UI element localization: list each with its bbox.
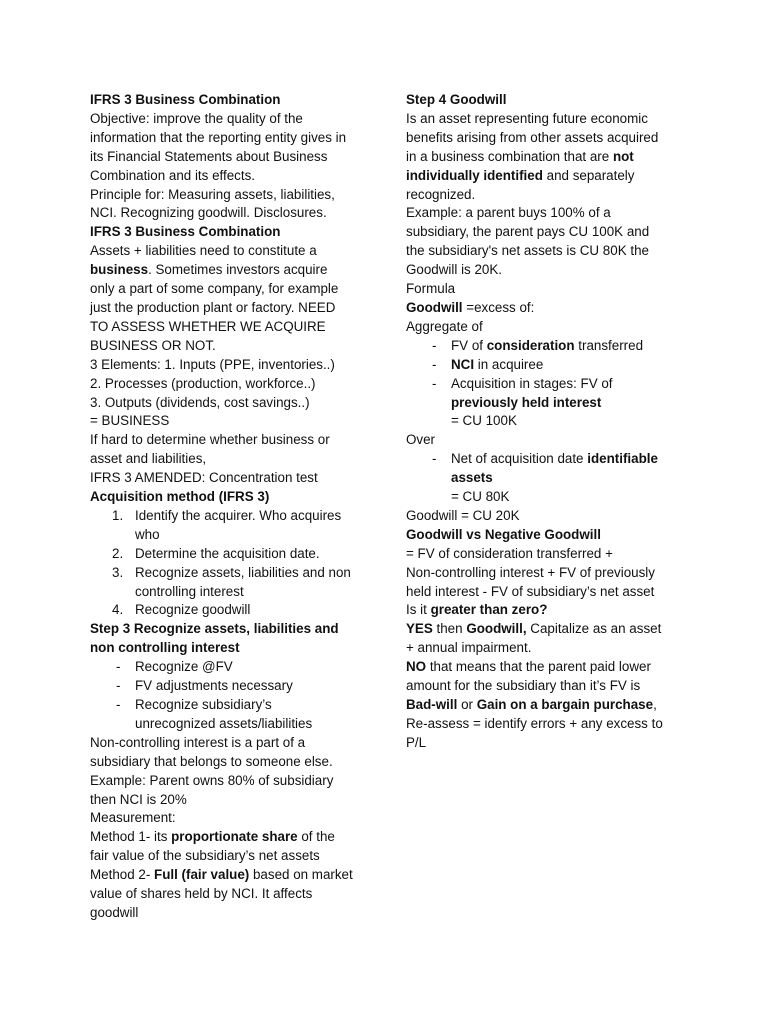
text-run: Aggregate of bbox=[406, 318, 483, 334]
text-run: unrecognized assets/liabilities bbox=[135, 715, 313, 731]
list-marker: - bbox=[432, 451, 437, 467]
list-item-continuation bbox=[90, 715, 370, 734]
list-item-continuation bbox=[406, 488, 678, 507]
text-run: Method 2- bbox=[90, 867, 155, 883]
text-line bbox=[90, 148, 370, 167]
text-line bbox=[90, 620, 370, 639]
text-run: amount for the subsidiary than it’s FV is bbox=[406, 678, 641, 694]
bold-text: Step 4 Goodwill bbox=[406, 92, 507, 107]
text-run: Non-controlling interest + FV of previously bbox=[406, 564, 655, 580]
list-item-continuation bbox=[90, 583, 370, 602]
bold-text: previously held interest bbox=[451, 394, 602, 410]
text-line bbox=[406, 677, 678, 696]
numbered-list-item bbox=[90, 564, 370, 583]
text-run: Measurement: bbox=[90, 810, 176, 826]
text-run: Combination and its effects. bbox=[90, 167, 255, 183]
list-item-continuation bbox=[406, 469, 678, 488]
text-line bbox=[406, 129, 678, 148]
bold-text: identifiable bbox=[587, 451, 658, 467]
text-run: Objective: improve the quality of the bbox=[90, 110, 303, 126]
bold-text: Acquisition method (IFRS 3) bbox=[90, 489, 270, 505]
text-run: in acquiree bbox=[474, 356, 544, 372]
text-run: in a business combination that are bbox=[406, 148, 613, 164]
list-item-continuation bbox=[406, 394, 678, 413]
text-line bbox=[90, 129, 370, 148]
text-line bbox=[406, 639, 678, 658]
bold-text: NO bbox=[406, 659, 427, 675]
text-run: NCI. Recognizing goodwill. Disclosures. bbox=[90, 205, 327, 221]
numbered-list-item bbox=[90, 601, 370, 620]
text-run: Identify the acquirer. Who acquires bbox=[135, 507, 342, 523]
text-line bbox=[406, 110, 678, 129]
text-run: transferred bbox=[574, 337, 644, 353]
text-run: the subsidiary's net assets is CU 80K the bbox=[406, 243, 649, 259]
text-run: = FV of consideration transferred + bbox=[406, 545, 613, 561]
list-marker: - bbox=[116, 678, 121, 694]
text-line bbox=[90, 91, 370, 110]
text-run: its Financial Statements about Business bbox=[90, 148, 328, 164]
text-line bbox=[406, 715, 678, 734]
text-run: Goodwill = CU 20K bbox=[406, 507, 520, 523]
text-run: Goodwill is 20K. bbox=[406, 262, 503, 278]
text-run: Acquisition in stages: FV of bbox=[451, 375, 613, 391]
text-run: IFRS 3 AMENDED: Concentration test bbox=[90, 470, 318, 486]
text-line bbox=[406, 261, 678, 280]
text-run: held interest - FV of subsidiary’s net asset bbox=[406, 583, 655, 599]
bold-text: YES bbox=[406, 621, 433, 637]
bullet-list-item bbox=[406, 450, 678, 469]
list-marker: 1. bbox=[112, 507, 124, 523]
text-run: Net of acquisition date bbox=[451, 451, 588, 467]
bullet-list-item bbox=[406, 375, 678, 394]
list-marker: - bbox=[432, 337, 437, 353]
text-run: BUSINESS OR NOT. bbox=[90, 337, 216, 353]
text-run: Assets + liabilities need to constitute a bbox=[90, 243, 317, 259]
text-line bbox=[406, 242, 678, 261]
text-line bbox=[406, 167, 678, 186]
text-run: subsidiary that belongs to someone else. bbox=[90, 753, 333, 769]
bold-text: Goodwill bbox=[406, 299, 463, 315]
bold-text: Bad-will bbox=[406, 697, 458, 712]
text-line bbox=[406, 564, 678, 583]
text-line bbox=[406, 204, 678, 223]
text-line bbox=[406, 734, 678, 753]
bold-text: business bbox=[90, 262, 149, 278]
text-run: fair value of the subsidiary’s net assets bbox=[90, 848, 320, 864]
text-run: TO ASSESS WHETHER WE ACQUIRE bbox=[90, 318, 326, 334]
text-run: based on market bbox=[249, 867, 353, 883]
text-line bbox=[90, 223, 370, 242]
text-run: If hard to determine whether business or bbox=[90, 432, 330, 448]
text-line bbox=[90, 809, 370, 828]
text-line bbox=[406, 280, 678, 299]
text-run: Is it bbox=[406, 602, 431, 618]
text-run: FV adjustments necessary bbox=[135, 678, 293, 694]
text-run: information that the reporting entity gives in bbox=[90, 129, 347, 145]
text-run: and separately bbox=[542, 167, 635, 183]
right-column bbox=[406, 91, 678, 753]
text-run: Recognize goodwill bbox=[135, 602, 251, 618]
text-run: + annual impairment. bbox=[406, 640, 532, 656]
text-run: subsidiary, the parent pays CU 100K and bbox=[406, 224, 650, 240]
text-line bbox=[90, 110, 370, 129]
bold-text: IFRS 3 Business Combination bbox=[90, 224, 281, 240]
text-line bbox=[90, 885, 370, 904]
bold-text: proportionate share bbox=[171, 829, 298, 845]
text-line bbox=[90, 186, 370, 205]
list-marker: - bbox=[116, 659, 121, 675]
text-run: only a part of some company, for example bbox=[90, 281, 339, 297]
text-run: that means that the parent paid lower bbox=[426, 659, 651, 675]
text-run: = CU 80K bbox=[451, 489, 510, 505]
text-line bbox=[406, 91, 678, 110]
text-line bbox=[90, 375, 370, 394]
text-line bbox=[406, 186, 678, 205]
text-run: = CU 100K bbox=[451, 413, 517, 429]
list-marker: 3. bbox=[112, 564, 124, 580]
text-line bbox=[90, 394, 370, 413]
left-column bbox=[90, 91, 370, 923]
text-line bbox=[90, 299, 370, 318]
list-marker: 4. bbox=[112, 602, 124, 618]
text-run: just the production plant or factory. NEED bbox=[90, 299, 336, 315]
bold-text: individually identified bbox=[406, 167, 543, 183]
text-run: Method 1- its bbox=[90, 829, 172, 845]
text-line bbox=[90, 753, 370, 772]
bullet-list-item bbox=[90, 658, 370, 677]
text-line bbox=[90, 734, 370, 753]
text-line bbox=[90, 412, 370, 431]
list-item-continuation bbox=[90, 526, 370, 545]
text-run: =excess of: bbox=[462, 299, 535, 315]
text-run: Over bbox=[406, 432, 436, 448]
text-run: 3 Elements: 1. Inputs (PPE, inventories..) bbox=[90, 356, 335, 372]
text-run: value of shares held by NCI. It affects bbox=[90, 886, 313, 902]
text-line bbox=[406, 431, 678, 450]
text-line bbox=[90, 280, 370, 299]
text-run: Example: Parent owns 80% of subsidiary bbox=[90, 772, 334, 788]
text-line bbox=[406, 223, 678, 242]
text-run: or bbox=[457, 697, 477, 712]
text-line bbox=[406, 658, 678, 677]
list-item-continuation bbox=[406, 412, 678, 431]
text-run: 2. Processes (production, workforce..) bbox=[90, 375, 316, 391]
text-line bbox=[406, 148, 678, 167]
bold-text: Full (fair value) bbox=[154, 867, 250, 883]
text-run: = BUSINESS bbox=[90, 413, 170, 429]
bold-text: greater than zero? bbox=[430, 602, 548, 618]
text-run: goodwill bbox=[90, 904, 139, 920]
text-run: benefits arising from other assets acquired bbox=[406, 129, 659, 145]
text-run: Non-controlling interest is a part of a bbox=[90, 734, 306, 750]
text-line bbox=[90, 639, 370, 658]
text-line bbox=[406, 318, 678, 337]
text-run: controlling interest bbox=[135, 583, 244, 599]
list-marker: 2. bbox=[112, 545, 124, 561]
text-line bbox=[90, 791, 370, 810]
text-line bbox=[90, 261, 370, 280]
bold-text: consideration bbox=[486, 337, 575, 353]
list-marker: - bbox=[432, 356, 437, 372]
text-run: , bbox=[653, 697, 657, 712]
bullet-list-item bbox=[406, 337, 678, 356]
text-line bbox=[406, 696, 678, 715]
list-marker: - bbox=[116, 697, 121, 712]
text-line bbox=[90, 469, 370, 488]
text-run: Is an asset representing future economic bbox=[406, 110, 648, 126]
text-line bbox=[90, 167, 370, 186]
text-line bbox=[90, 204, 370, 223]
text-line bbox=[406, 583, 678, 602]
bold-text: NCI bbox=[451, 356, 475, 372]
text-line bbox=[90, 318, 370, 337]
text-run: of the bbox=[297, 829, 335, 845]
list-marker: - bbox=[432, 375, 437, 391]
text-line bbox=[90, 242, 370, 261]
text-run: recognized. bbox=[406, 186, 476, 202]
numbered-list-item bbox=[90, 507, 370, 526]
text-run: FV of bbox=[451, 337, 487, 353]
text-line bbox=[90, 450, 370, 469]
bold-text: Goodwill vs Negative Goodwill bbox=[406, 526, 601, 542]
text-line bbox=[90, 431, 370, 450]
text-run: Example: a parent buys 100% of a bbox=[406, 205, 611, 221]
text-run: then NCI is 20% bbox=[90, 791, 187, 807]
text-run: Principle for: Measuring assets, liabilities, bbox=[90, 186, 335, 202]
bold-text: IFRS 3 Business Combination bbox=[90, 92, 281, 107]
text-run: Recognize assets, liabilities and non bbox=[135, 564, 351, 580]
text-line bbox=[90, 356, 370, 375]
bold-text: non controlling interest bbox=[90, 640, 240, 656]
text-line bbox=[90, 488, 370, 507]
text-line bbox=[90, 828, 370, 847]
bold-text: Goodwill, bbox=[466, 621, 527, 637]
bullet-list-item bbox=[406, 356, 678, 375]
text-run: Formula bbox=[406, 281, 456, 297]
text-run: Re-assess = identify errors + any excess to bbox=[406, 715, 663, 731]
bold-text: Gain on a bargain purchase bbox=[476, 697, 654, 712]
text-line bbox=[406, 299, 678, 318]
text-line bbox=[406, 526, 678, 545]
text-run: Capitalize as an asset bbox=[526, 621, 662, 637]
numbered-list-item bbox=[90, 545, 370, 564]
text-run: Recognize subsidiary’s bbox=[135, 697, 272, 712]
text-line bbox=[90, 866, 370, 885]
text-line bbox=[90, 772, 370, 791]
bold-text: Step 3 Recognize assets, liabilities and bbox=[90, 621, 339, 637]
text-run: 3. Outputs (dividends, cost savings..) bbox=[90, 394, 310, 410]
text-run: P/L bbox=[406, 734, 427, 750]
bullet-list-item bbox=[90, 677, 370, 696]
text-run: . Sometimes investors acquire bbox=[148, 262, 328, 278]
text-line bbox=[90, 904, 370, 923]
text-line bbox=[406, 601, 678, 620]
text-line bbox=[90, 337, 370, 356]
text-run: then bbox=[432, 621, 467, 637]
text-run: who bbox=[135, 526, 160, 542]
bold-text: not bbox=[612, 148, 634, 164]
text-run: asset and liabilities, bbox=[90, 451, 207, 467]
text-line bbox=[406, 507, 678, 526]
text-run: Recognize @FV bbox=[135, 659, 233, 675]
text-line bbox=[406, 620, 678, 639]
text-run: Determine the acquisition date. bbox=[135, 545, 320, 561]
text-line bbox=[90, 847, 370, 866]
bold-text: assets bbox=[451, 470, 493, 486]
text-line bbox=[406, 545, 678, 564]
bullet-list-item bbox=[90, 696, 370, 715]
